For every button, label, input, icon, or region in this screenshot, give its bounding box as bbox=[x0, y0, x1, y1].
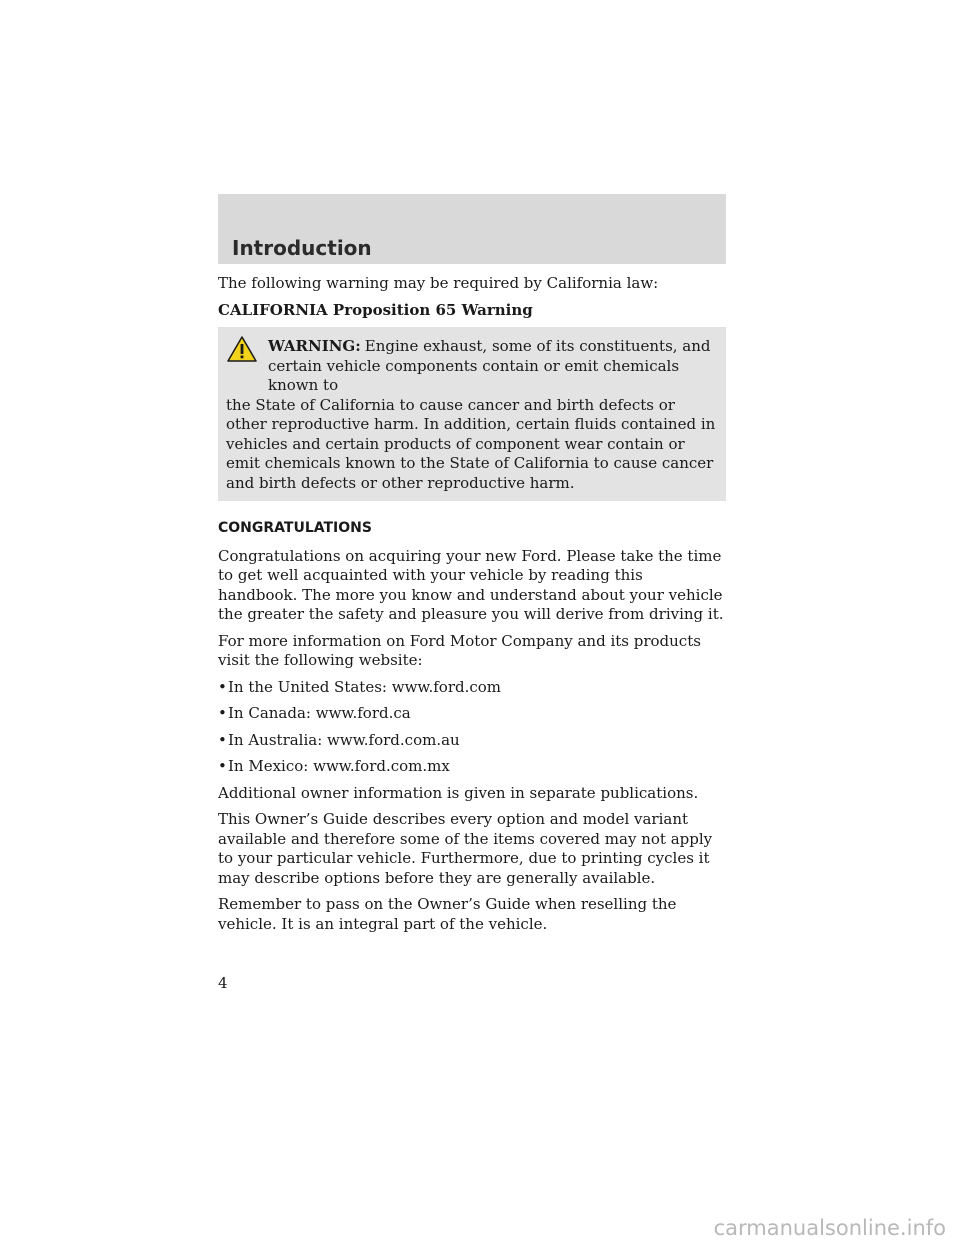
list-item: • In the United States: www.ford.com bbox=[218, 677, 502, 696]
bullet-icon: • bbox=[218, 677, 227, 696]
warning-first-text: Engine exhaust, some of its constituents, and bbox=[364, 337, 711, 355]
bullet-icon: • bbox=[218, 704, 227, 722]
intro-line: The following warning may be required by California law: bbox=[218, 274, 659, 292]
congratulations-heading: CONGRATULATIONS bbox=[218, 520, 372, 536]
list-item: • In Australia: www.ford.com.au bbox=[218, 730, 460, 749]
warning-label: WARNING: bbox=[268, 337, 361, 355]
bullet-icon: • bbox=[218, 730, 227, 749]
resell-note: Remember to pass on the Owner’s Guide when reselling the vehicle. It is an integral part of the vehicle. bbox=[218, 895, 677, 933]
page-content bbox=[218, 274, 726, 941]
websites-intro: For more information on Ford Motor Company and its products visit the following website: bbox=[218, 631, 701, 669]
list-item: • In Mexico: www.ford.com.mx bbox=[218, 757, 450, 775]
list-item: • In Canada: www.ford.ca bbox=[218, 704, 411, 722]
warning-first-line bbox=[226, 337, 718, 357]
page-number: 4 bbox=[218, 974, 228, 992]
warning-body: the State of California to cause cancer and birth defects or other reproductive harm. In addition, certain fluids contained in vehicles and certain products of component wear contain or emit chemicals known to the State of California to cause cancer and birth defects or other reproductive harm. bbox=[226, 395, 716, 492]
section-title: Introduction bbox=[232, 236, 372, 260]
watermark: carmanualsonline.info bbox=[713, 1216, 946, 1240]
bullet-icon: • bbox=[218, 757, 227, 775]
warning-triangle-icon bbox=[226, 335, 258, 363]
prop65-heading: CALIFORNIA Proposition 65 Warning bbox=[218, 300, 533, 319]
warning-box bbox=[218, 327, 726, 501]
additional-info: Additional owner information is given in separate publications. bbox=[218, 783, 699, 802]
warning-second-line: certain vehicle components contain or emit chemicals known to bbox=[268, 356, 680, 394]
congratulations-paragraph: Congratulations on acquiring your new Ford. Please take the time to get well acquainted with your vehicle by reading this handbook. The more you know and understand about your vehicle the greater the safety and pleasure you will derive from driving it. bbox=[218, 546, 724, 623]
section-header-band bbox=[218, 194, 726, 264]
guide-scope-paragraph: This Owner’s Guide describes every option and model variant available and therefore some of the items covered may not apply to your particular vehicle. Furthermore, due to printing cycles it may describe options before they are generally available. bbox=[218, 810, 713, 887]
